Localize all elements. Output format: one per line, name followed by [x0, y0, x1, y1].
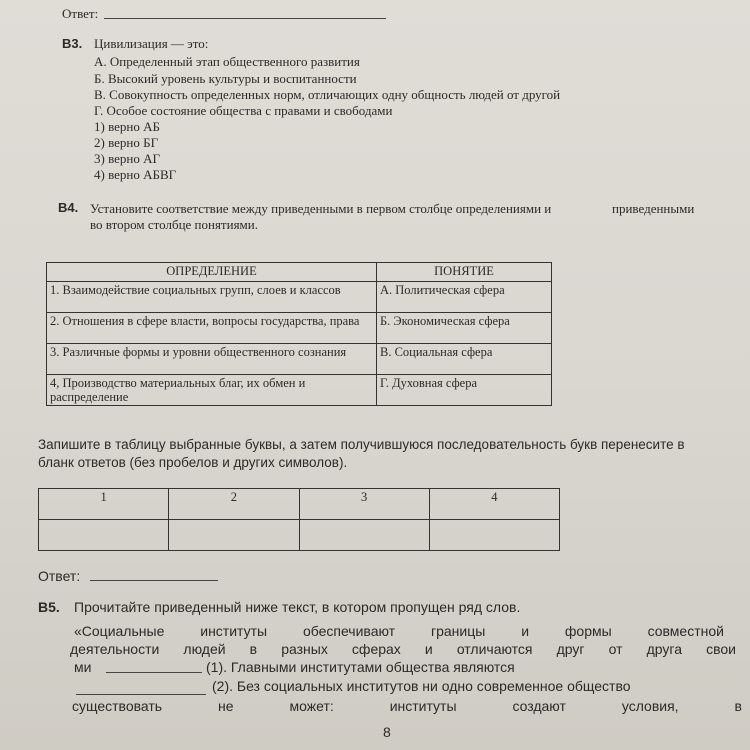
answer-header-cell: 3 [299, 489, 429, 520]
b5-label: В5. [38, 599, 60, 615]
answer-table [38, 488, 560, 551]
b5-text-line1 [74, 623, 724, 639]
b5-word: условия, [621, 698, 679, 714]
b5-word: «Социальные [74, 623, 165, 639]
header-concept: ПОНЯТИЕ [377, 263, 552, 282]
b5-word: и [424, 641, 433, 657]
b4-instruction-line2: во втором столбце понятиями. [90, 217, 258, 232]
b5-line3-end: (1). Главными институтами общества являются [206, 659, 515, 675]
b5-word: в [249, 641, 258, 657]
concept-cell: Б. Экономическая сфера [377, 313, 552, 344]
b4-answer-label: Ответ: [38, 568, 81, 584]
b3-answer-4: 4) верно АБВГ [94, 167, 177, 182]
table-row [47, 282, 552, 313]
b5-word: формы [564, 623, 612, 639]
top-answer-line[interactable] [104, 18, 386, 19]
b4-write-line2: бланк ответов (без пробелов и других символов). [38, 455, 348, 470]
b5-word: разных [281, 641, 328, 657]
table-row [47, 344, 552, 375]
b5-text-line5 [72, 698, 742, 714]
b5-word: институты [389, 698, 457, 714]
b3-option-b: Б. Высокий уровень культуры и воспитанности [94, 71, 357, 86]
answer-header-cell: 4 [429, 489, 559, 520]
b5-line3-start: ми [74, 659, 92, 675]
b5-word: и [521, 623, 530, 639]
b3-option-v: В. Совокупность определенных норм, отличающих одну общность людей от другой [94, 87, 561, 102]
b5-word: не [218, 698, 234, 714]
b4-instruction-line1: Установите соответствие между приведенными в первом столбце определениями и [90, 201, 552, 216]
b4-label: В4. [58, 200, 79, 215]
blank-2-line[interactable] [76, 694, 206, 695]
definition-cell: 2. Отношения в сфере власти, вопросы государства, права [47, 313, 377, 344]
answer-input-row [39, 520, 560, 551]
b5-word: от [608, 641, 623, 657]
definitions-table [46, 262, 552, 406]
answer-input-cell[interactable] [169, 520, 299, 551]
b5-word: сферах [351, 641, 401, 657]
b3-answer-1: 1) верно АБ [94, 119, 160, 134]
table-header-row [47, 263, 552, 282]
page-number: 8 [383, 724, 391, 740]
table-row [47, 375, 552, 406]
b5-word: создают [512, 698, 566, 714]
b5-word: людей [183, 641, 226, 657]
b3-answer-2: 2) верно БГ [94, 135, 159, 150]
blank-1-line[interactable] [106, 672, 202, 673]
b5-text-line2 [70, 641, 736, 657]
b5-word: существовать [72, 698, 163, 714]
definition-cell: 4, Производство материальных благ, их обмен и распределение [47, 375, 377, 406]
b3-question: Цивилизация — это: [94, 36, 209, 51]
answer-input-cell[interactable] [39, 520, 169, 551]
table-row [47, 313, 552, 344]
answer-header-cell: 1 [39, 489, 169, 520]
b5-line4-end: (2). Без социальных институтов ни одно современное общество [212, 678, 631, 694]
b5-word: институты [200, 623, 268, 639]
header-definition: ОПРЕДЕЛЕНИЕ [47, 263, 377, 282]
definition-cell: 1. Взаимодействие социальных групп, слоев и классов [47, 282, 377, 313]
b4-write-line1: Запишите в таблицу выбранные буквы, а затем получившуюся последовательность букв перенесите в [38, 437, 685, 452]
b5-word: может: [289, 698, 334, 714]
b5-instruction: Прочитайте приведенный ниже текст, в котором пропущен ряд слов. [74, 599, 521, 615]
b5-word: друга [646, 641, 682, 657]
b5-word: обеспечивают [302, 623, 396, 639]
answer-input-cell[interactable] [429, 520, 559, 551]
definition-cell: 3. Различные формы и уровни общественного сознания [47, 344, 377, 375]
answer-input-cell[interactable] [299, 520, 429, 551]
concept-cell: Г. Духовная сфера [377, 375, 552, 406]
b3-label: В3. [62, 36, 83, 51]
b4-instruction-word: приведенными [612, 201, 695, 216]
top-answer-label: Ответ: [62, 6, 99, 21]
b5-word: отличаются [456, 641, 533, 657]
b5-word: свои [706, 641, 736, 657]
b3-option-g: Г. Особое состояние общества с правами и свободами [94, 103, 393, 118]
b3-option-a: А. Определенный этап общественного развития [94, 54, 360, 69]
b5-word: друг [556, 641, 585, 657]
answer-header-cell: 2 [169, 489, 299, 520]
b3-answer-3: 3) верно АГ [94, 151, 161, 166]
concept-cell: В. Социальная сфера [377, 344, 552, 375]
concept-cell: А. Политическая сфера [377, 282, 552, 313]
b5-word: в [734, 698, 742, 714]
b4-answer-line[interactable] [90, 580, 218, 581]
b5-word: границы [430, 623, 486, 639]
answer-header-row [39, 489, 560, 520]
b5-word: деятельности [70, 641, 160, 657]
b5-word: совместной [647, 623, 724, 639]
